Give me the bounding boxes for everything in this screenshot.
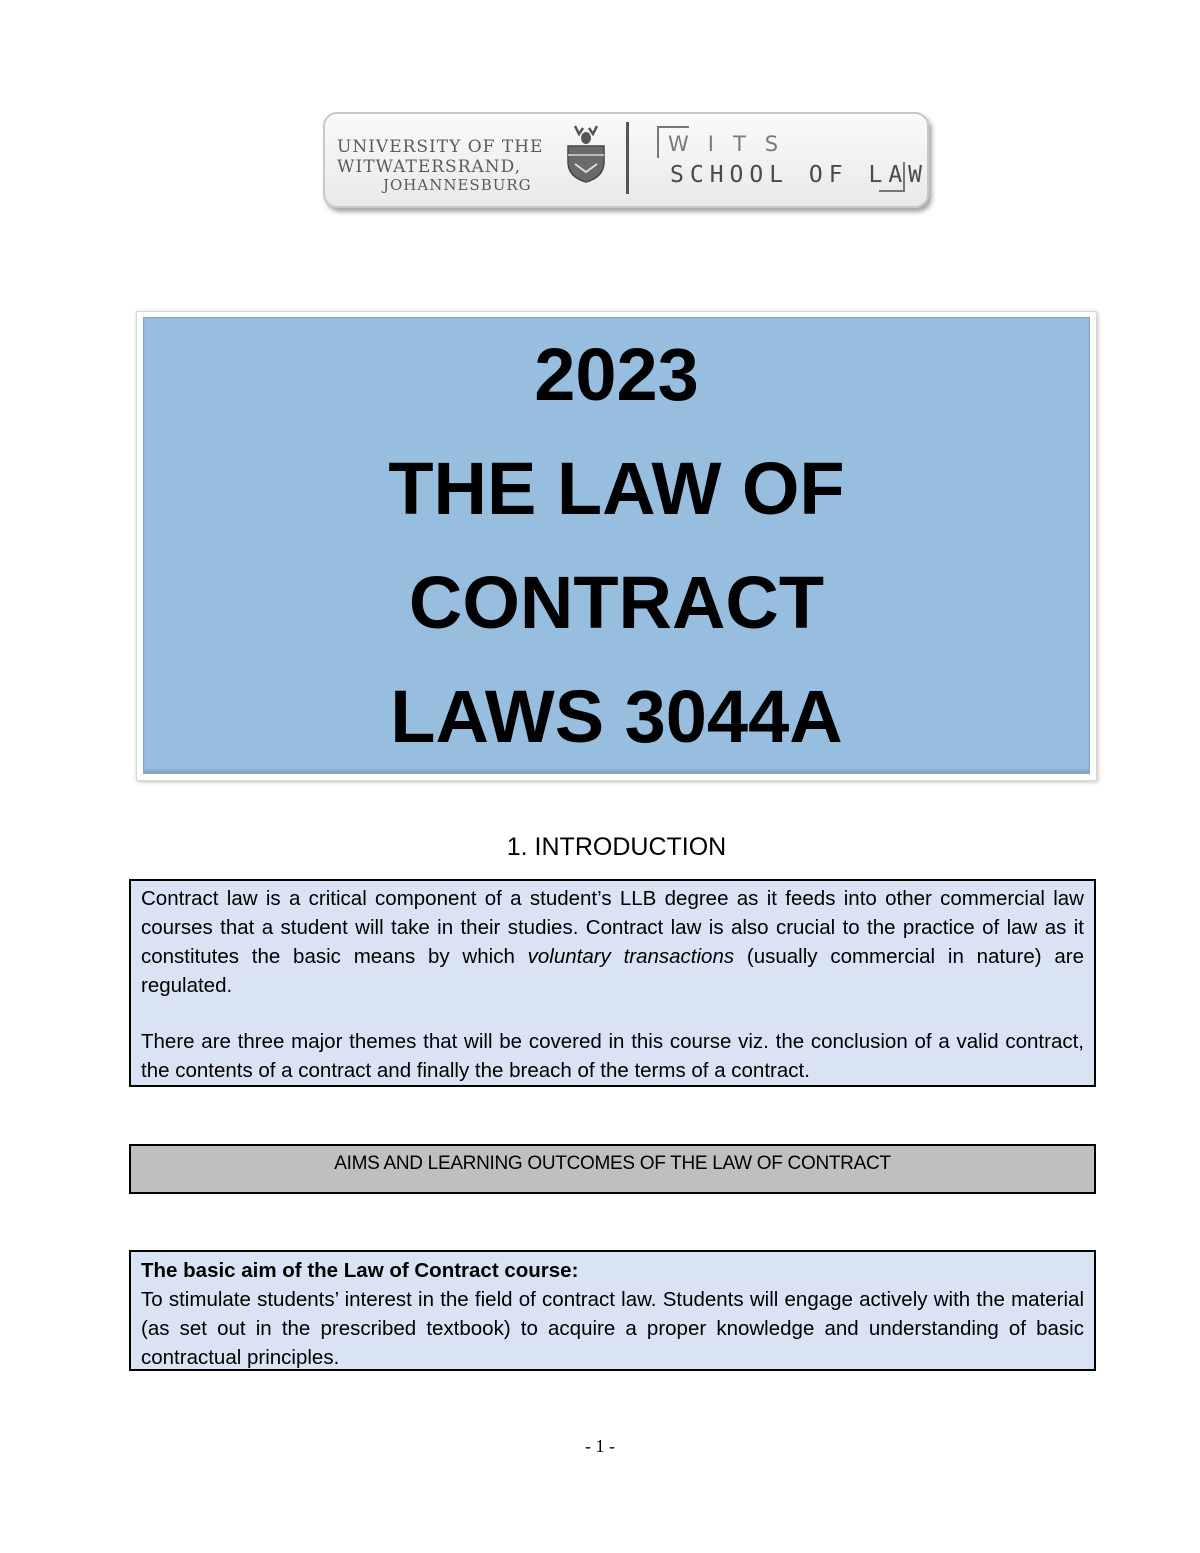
introduction-paragraph-1: Contract law is a critical component of a student’s LLB degree as it feeds into other commercial law courses that a student will take in their studies. Contract law is also crucial to the practice of law as it constitutes the basic means by which voluntary transactions (usually commercial in nature) are regulated. — [141, 887, 1084, 997]
emphasis-text: voluntary transactions — [527, 945, 735, 968]
basic-aim-heading: The basic aim of the Law of Contract course: — [141, 1259, 579, 1282]
introduction-paragraph-2: There are three major themes that will be covered in this course viz. the conclusion of a valid contract, the contents of a contract and finally the breach of the terms of a contract. — [141, 1030, 1084, 1082]
university-name-line1: UNIVERSITY OF THE — [337, 137, 544, 157]
title-box — [143, 317, 1090, 774]
course-code: LAWS 3044A — [390, 674, 843, 758]
introduction-heading: 1. INTRODUCTION — [506, 833, 727, 861]
university-crest-icon — [565, 122, 607, 184]
title-year: 2023 — [534, 332, 699, 416]
university-logo-banner — [323, 112, 929, 208]
university-name-line2: WITWATERSRAND, — [337, 157, 522, 177]
wits-wordmark: WITS — [668, 132, 798, 156]
basic-aim-text: To stimulate students’ interest in the field of contract law. Students will engage actively with the material (as set out in the prescribed textbook) to acquire a proper knowledge and understanding of basic contractual principles. — [141, 1288, 1084, 1369]
page-number: - 1 - — [585, 1436, 615, 1456]
basic-aim-box — [129, 1250, 1096, 1371]
university-name-line3: JOHANNESBURG — [383, 176, 532, 194]
title-frame — [136, 311, 1097, 781]
title-line-1: THE LAW OF — [388, 446, 845, 530]
introduction-box — [129, 879, 1096, 1087]
aims-heading-box: AIMS AND LEARNING OUTCOMES OF THE LAW OF CONTRACT — [129, 1144, 1096, 1194]
logo-divider — [626, 122, 629, 194]
school-of-law-wordmark: SCHOOL OF LAW — [670, 162, 929, 188]
title-line-2: CONTRACT — [408, 560, 825, 644]
